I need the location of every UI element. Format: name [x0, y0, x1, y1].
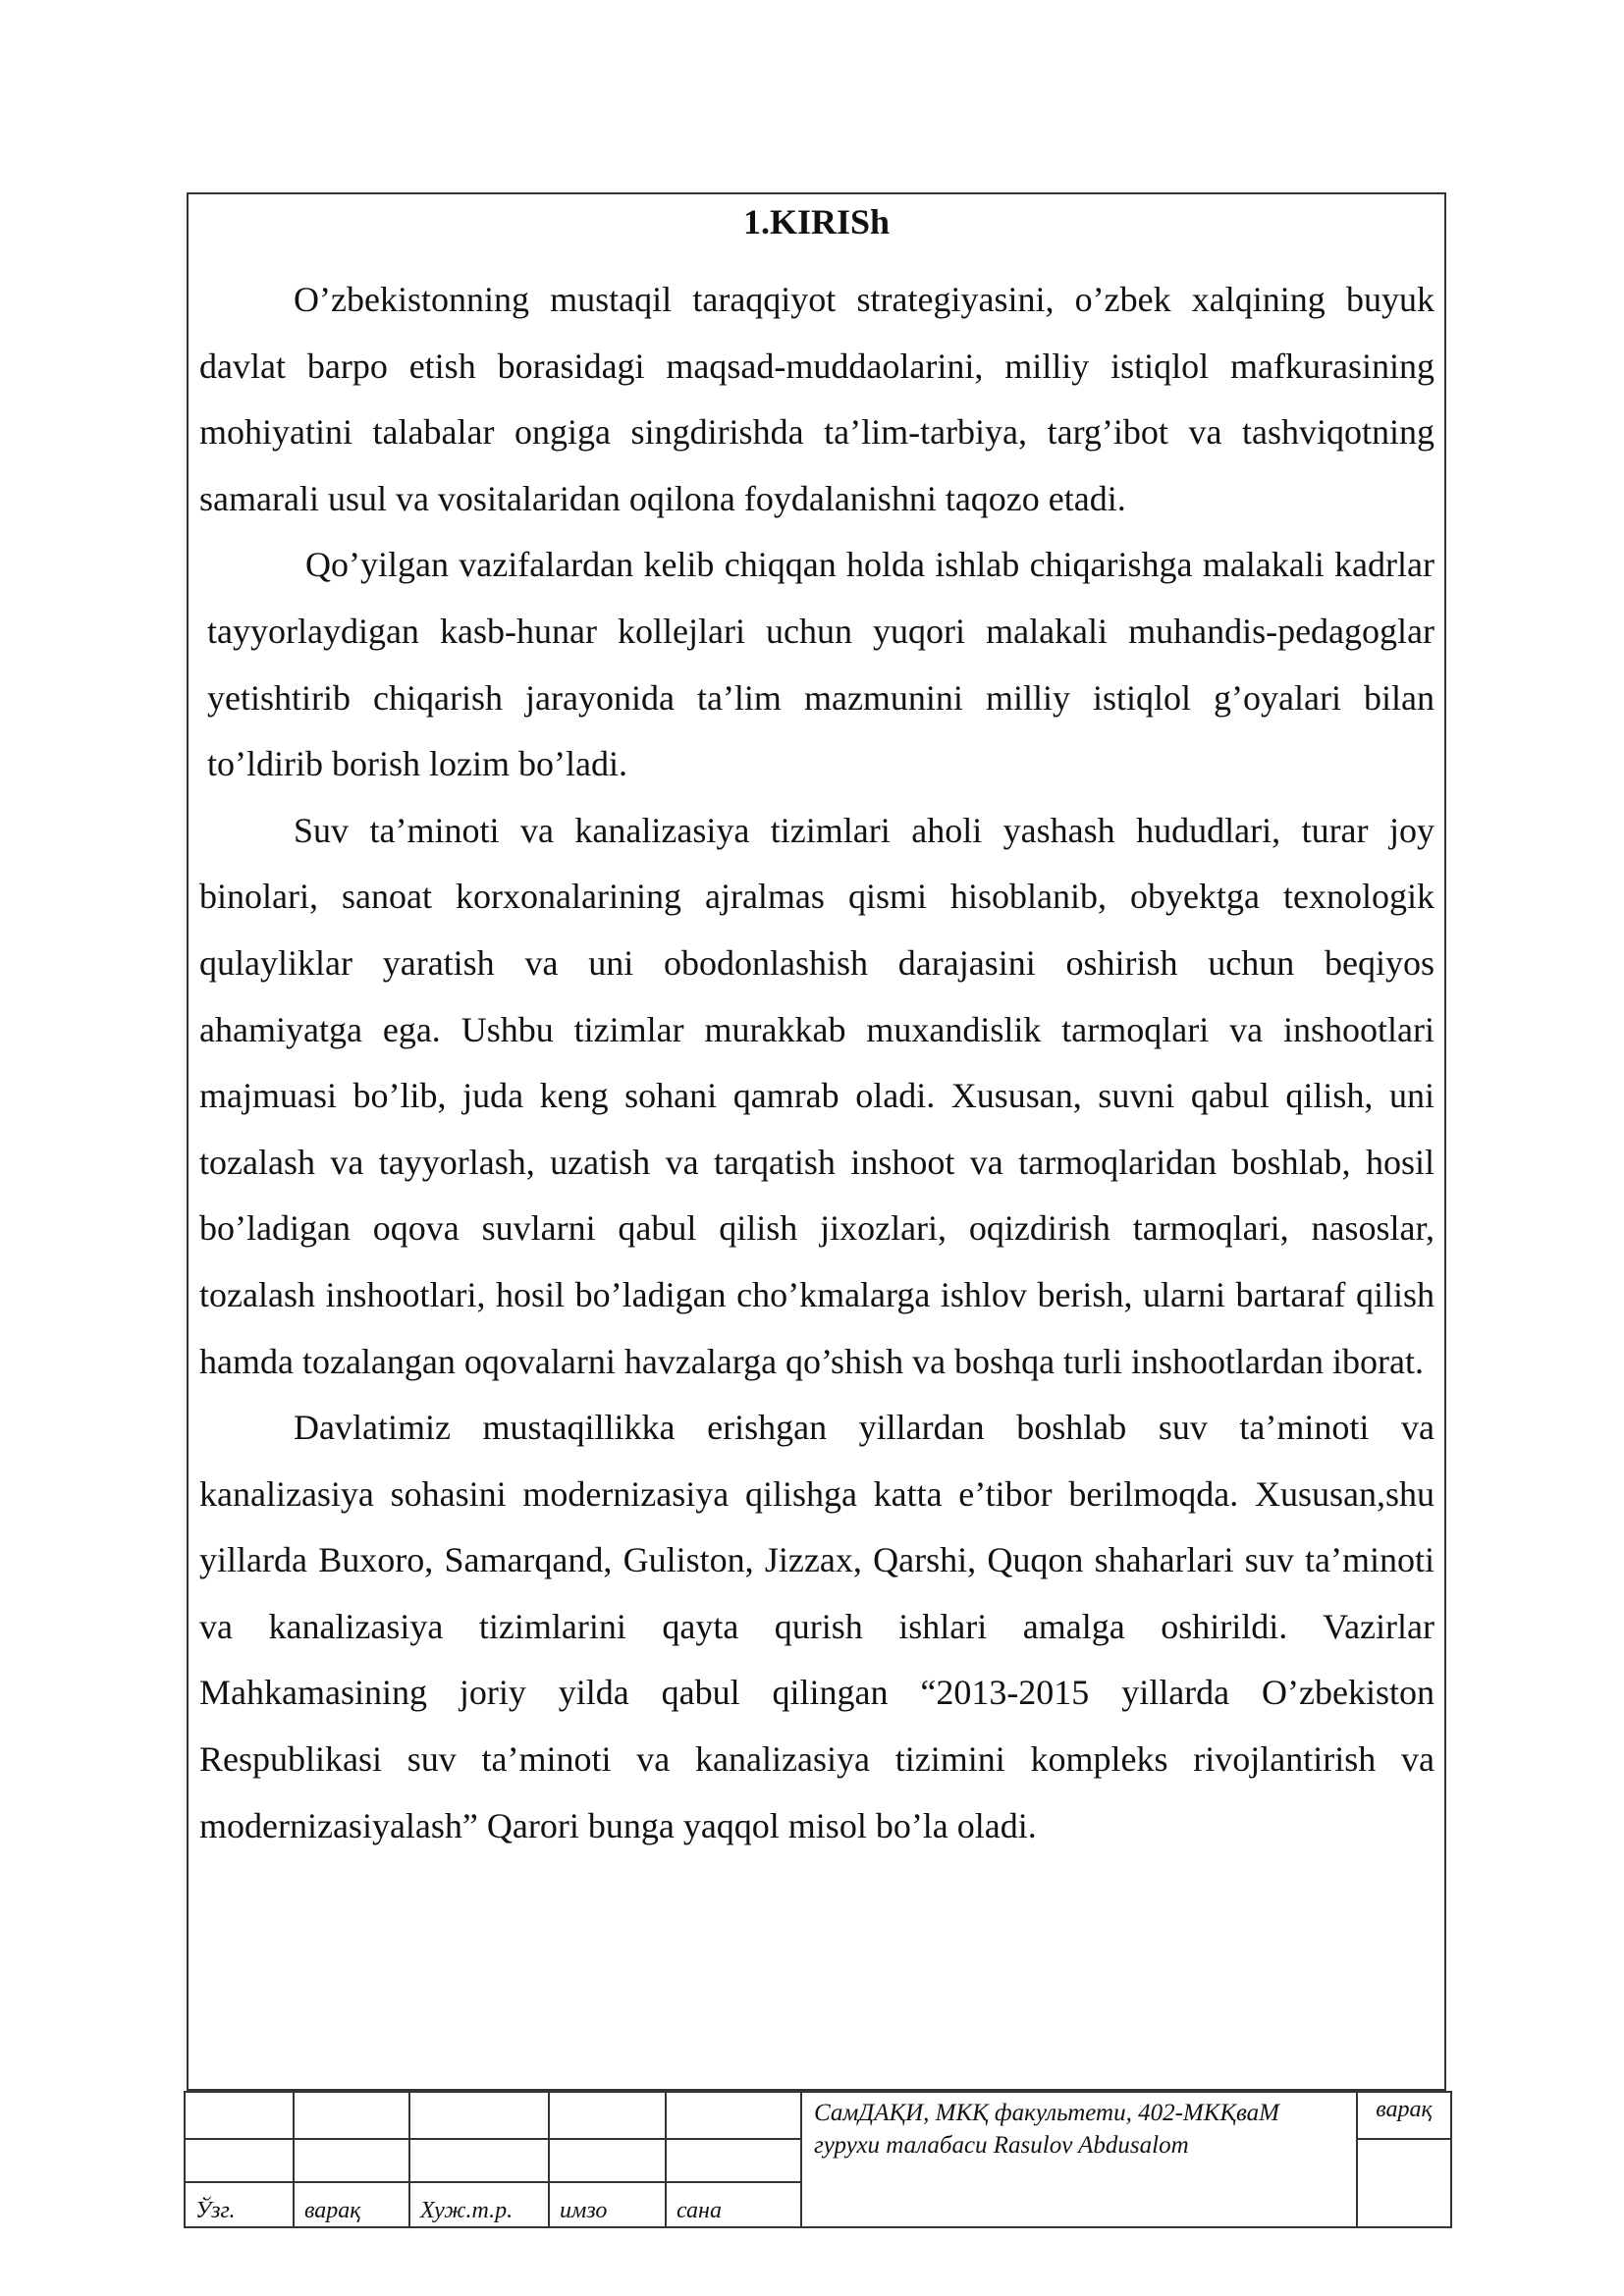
stamp-label-date: сана — [666, 2182, 801, 2227]
stamp-label-sheet: варақ — [294, 2182, 409, 2227]
stamp-cell — [294, 2092, 409, 2139]
stamp-cell — [185, 2092, 294, 2139]
stamp-sheet-number — [1357, 2139, 1451, 2227]
title-block — [184, 2091, 1452, 2228]
paragraph-modernization: Davlatimiz mustaqillikka erishgan yillardan boshlab suv ta’minoti va kanalizasiya sohasini modernizasiya qilishga katta e’tibor berilmoqda. Xususan,shu yillarda Buxoro, Samarqand, Guliston, Jizzax, Qarshi, Quqon shaharlari suv ta’minoti va kanalizasiya tizimlarini qayta qurish ishlari amalga oshirildi. Vazirlar Mahkamasining joriy yilda qabul qilingan “2013-2015 yillarda O’zbekiston Respublikasi suv ta’minoti va kanalizasiya tizimini kompleks rivojlantirish va modernizasiyalash” Qarori bunga yaqqol misol bo’la oladi. — [199, 1408, 1435, 1845]
body-text — [199, 267, 1435, 1859]
stamp-cell — [294, 2139, 409, 2182]
stamp-info-line1: СамДАҚИ, МКҚ факультети, 402-МКҚваМ — [814, 2100, 1279, 2126]
stamp-cell — [666, 2092, 801, 2139]
stamp-label-signature: имзо — [549, 2182, 666, 2227]
stamp-cell — [409, 2139, 549, 2182]
stamp-sheet-label: варақ — [1357, 2092, 1451, 2139]
stamp-cell — [549, 2139, 666, 2182]
stamp-label-doc-number: Хуж.т.р. — [409, 2182, 549, 2227]
stamp-cell — [185, 2139, 294, 2182]
stamp-info-line2: гурухи талабаси Rasulov Abdusalom — [814, 2132, 1189, 2159]
stamp-cell — [549, 2092, 666, 2139]
paragraph-water-supply: Suv ta’minoti va kanalizasiya tizimlari aholi yashash hududlari, turar joy binolari, sanoat korxonalarining ajralmas qismi hisoblanib, obyektga texnologik qulayliklar yaratish va uni obodonlashish darajasini oshirish uchun beqiyos ahamiyatga ega. Ushbu tizimlar murakkab muxandislik tarmoqlari va inshootlari majmuasi bo’lib, juda keng sohani qamrab oladi. Xususan, suvni qabul qilish, uni tozalash va tayyorlash, uzatish va tarqatish inshoot va tarmoqlaridan boshlab, hosil bo’ladigan oqova suvlarni qabul qilish jixozlari, oqizdirish tarmoqlari, nasoslar, tozalash inshootlari, hosil bo’ladigan cho’kmalarga ishlov berish, ularni bartaraf qilish hamda tozalangan oqovalarni havzalarga qo’shish va boshqa turli inshootlardan iborat. — [199, 810, 1435, 1381]
stamp-info-cell — [801, 2092, 1357, 2227]
paragraph-tasks: Qo’yilgan vazifalardan kelib chiqqan holda ishlab chiqarishga malakali kadrlar tayyorlaydigan kasb-hunar kollejlari uchun yuqori malakali muhandis-pedagoglar yetishtirib chiqarish jarayonida ta’lim mazmunini milliy istiqlol g’oyalari bilan to’ldirib borish lozim bo’ladi. — [207, 545, 1435, 784]
paragraph-intro: O’zbekistonning mustaqil taraqqiyot strategiyasini, o’zbek xalqining buyuk davlat barpo etish borasidagi maqsad-muddaolarini, milliy istiqlol mafkurasining mohiyatini talabalar ongiga singdirishda ta’lim-tarbiya, targ’ibot va tashviqotning samarali usul va vositalaridan oqilona foydalanishni taqozo etadi. — [199, 280, 1435, 518]
stamp-label-change: Ўзг. — [185, 2182, 294, 2227]
section-title: 1.KIRISh — [742, 202, 891, 241]
stamp-cell — [409, 2092, 549, 2139]
stamp-cell — [666, 2139, 801, 2182]
